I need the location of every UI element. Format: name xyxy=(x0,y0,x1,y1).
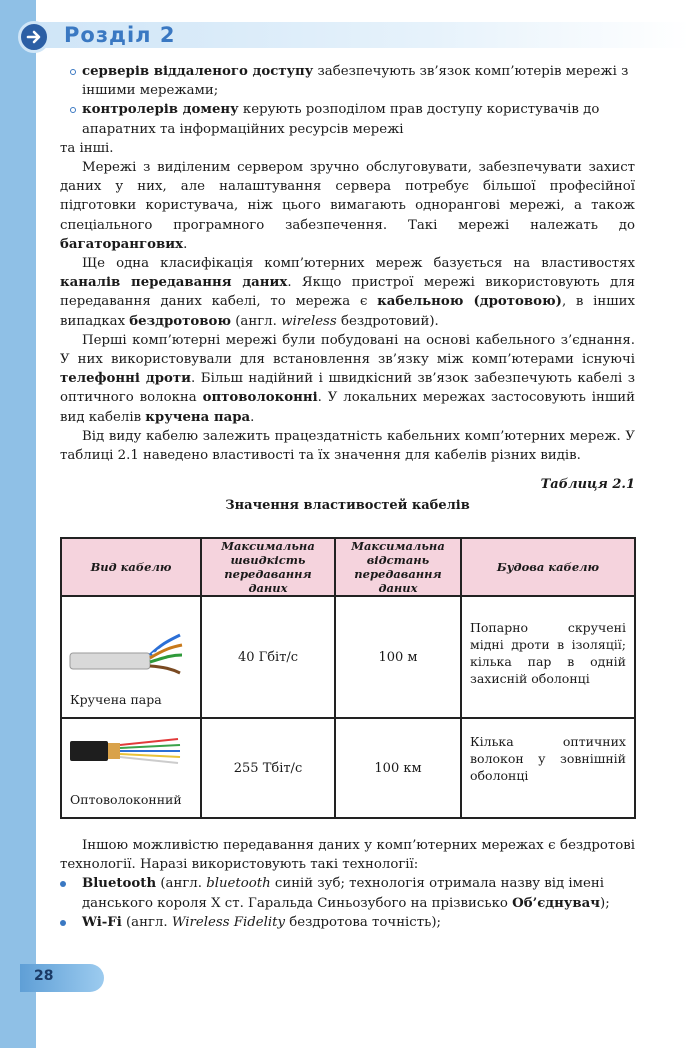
text: (англ. xyxy=(121,914,172,930)
arrow-right-icon xyxy=(18,21,50,53)
item-text: забезпечують зв’язок комп’ютерів мережі з іншими мережами; xyxy=(82,64,629,99)
table-number: Таблиця 2.1 xyxy=(540,477,635,493)
bottom-text xyxy=(60,836,635,932)
speed-cell: 255 Тбіт/с xyxy=(201,718,335,818)
column-header: Вид кабелю xyxy=(61,538,201,596)
foreign-term: bluetooth xyxy=(206,876,271,892)
column-header: Максимальна відстань передавання даних xyxy=(335,538,461,596)
text: Ще одна класифікація комп’ютерних мереж базується на властивостях xyxy=(82,256,635,272)
fiber-optic-image xyxy=(68,731,188,771)
paragraph: Від виду кабелю залежить працездатність кабельних комп’ютерних мереж. У таблиці 2.1 наведено властивості та їх значення для кабелів різних видів. xyxy=(60,428,635,464)
text: Мережі з виділеним сервером зручно обслуговувати, забезпечувати захист даних у них, але налаштування сервера потребує більшої професійної підготовки користувача, ніж цього вимагають однорангові мережі, а також спеціального програмного забезпечення. Такі мережі належать до xyxy=(60,160,635,233)
table-header-row xyxy=(61,538,635,596)
table-row xyxy=(61,596,635,718)
term: багаторангових xyxy=(60,236,184,252)
bullet-circle-icon xyxy=(70,107,76,113)
term: оптоволоконні xyxy=(202,390,318,406)
paragraph xyxy=(60,254,635,331)
structure-cell: Кілька оптичних волокон у зовнішній оболонці xyxy=(461,718,635,818)
text: бездротова точність); xyxy=(284,914,442,930)
bullet-icon xyxy=(60,881,66,887)
term: контролерів домену xyxy=(82,102,239,118)
list-item xyxy=(60,913,635,932)
term: кручена пара xyxy=(145,409,251,425)
table-row xyxy=(61,718,635,818)
term: Об’єднувач xyxy=(512,895,600,911)
column-header: Максимальна швидкість передавання даних xyxy=(201,538,335,596)
speed-cell: 40 Гбіт/с xyxy=(201,596,335,718)
list-item xyxy=(60,100,635,138)
text: . xyxy=(183,236,188,252)
list-item xyxy=(60,874,635,912)
term: серверів віддаленого доступу xyxy=(82,64,314,79)
text: , в інших випадках xyxy=(60,294,635,329)
text: . xyxy=(250,409,255,425)
text: синій зуб; технологія отримала назву від імені данського короля X ст. Гаральда Синьозубого на прізвисько xyxy=(82,876,604,911)
column-header: Будова кабелю xyxy=(461,538,635,596)
foreign-term: wireless xyxy=(281,313,337,329)
table-title: Значення властивостей кабелів xyxy=(225,498,470,514)
page-side-strip xyxy=(0,0,36,1048)
term: телефонні дроти xyxy=(60,371,192,387)
bullet-circle-icon xyxy=(70,69,76,75)
twisted-pair-image xyxy=(68,613,188,683)
term: бездротовою xyxy=(129,313,231,329)
cable-type-cell xyxy=(61,596,201,718)
text: Перші комп’ютерні мережі були побудовані на основі кабельного з’єднання. У них використовували для встановлення зв’язку між комп’ютерами існуючі xyxy=(60,332,635,368)
term: Bluetooth xyxy=(82,876,157,892)
cable-name: Оптоволоконний xyxy=(70,792,182,807)
text: (англ. xyxy=(156,876,207,892)
text: (англ. xyxy=(231,313,282,329)
cables-table xyxy=(60,537,636,819)
text: ); xyxy=(600,895,610,911)
cable-type-cell xyxy=(61,718,201,818)
paragraph xyxy=(60,158,635,254)
bullet-icon xyxy=(60,920,66,926)
page-number-tab xyxy=(20,964,104,992)
foreign-term: Wireless Fidelity xyxy=(171,914,285,930)
text: . У локальних мережах застосовують інший вид кабелів xyxy=(60,390,635,425)
after-list-text: та інші. xyxy=(60,140,114,156)
section-title: Розділ 2 xyxy=(64,23,176,47)
text: бездротовий). xyxy=(336,313,439,329)
page-number: 28 xyxy=(34,968,54,984)
cable-name: Кручена пара xyxy=(70,692,162,707)
item-text: керують розподілом прав доступу користувачів до апаратних та інформаційних ресурсів мережі xyxy=(82,102,600,137)
distance-cell: 100 км xyxy=(335,718,461,818)
main-text xyxy=(60,62,635,516)
paragraph: Іншою можливістю передавання даних у комп’ютерних мережах є бездротові технології. Наразі використовують такі технології: xyxy=(60,838,635,873)
term: кабельною (дротовою) xyxy=(377,294,562,310)
structure-cell: Попарно скручені мідні дроти в ізоляції; кілька пар в одній захисній оболонці xyxy=(461,596,635,718)
paragraph xyxy=(60,331,635,427)
list-item xyxy=(60,62,635,100)
text: . Більш надійний і швидкісний зв’язок забезпечують кабелі з оптичного волокна xyxy=(60,371,636,406)
text: . Якщо пристрої мережі використовують для передавання даних кабелі, то мережа є xyxy=(60,275,636,310)
term: Wi-Fi xyxy=(82,914,122,930)
term: каналів передавання даних xyxy=(60,275,288,291)
distance-cell: 100 м xyxy=(335,596,461,718)
